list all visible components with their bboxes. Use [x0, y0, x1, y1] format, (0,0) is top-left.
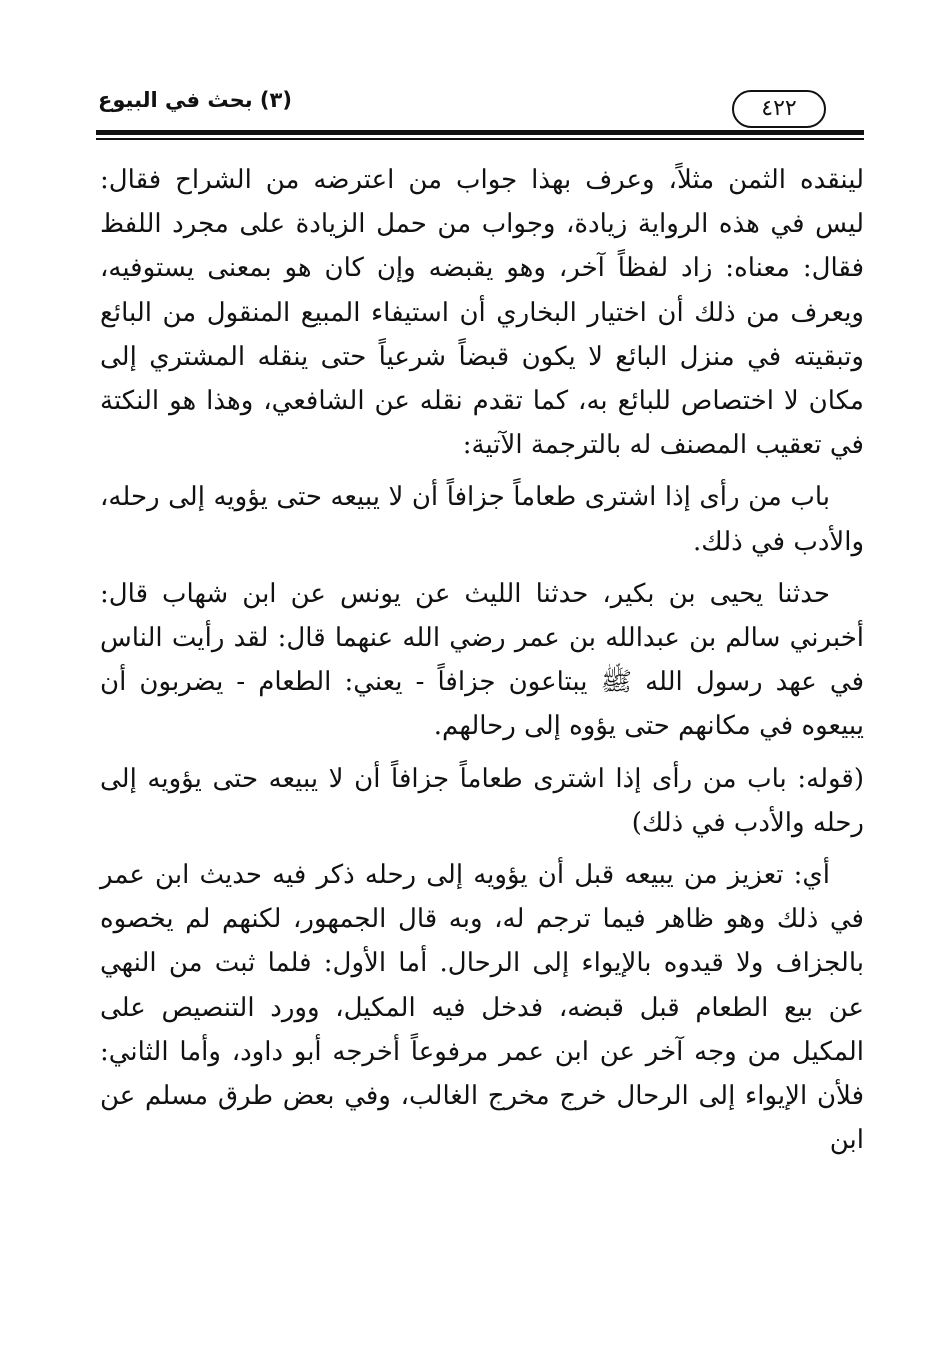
- header-rule-thin: [96, 138, 864, 140]
- paragraph-commentary-2: أي: تعزيز من يبيعه قبل أن يؤويه إلى رحله ذكر فيه حديث ابن عمر في ذلك وهو ظاهر فيما ترجم له، وبه قال الجمهور، لكنهم لم يخصوه بالجزاف ولا قيدوه بالإيواء إلى الرحال. أما الأول: فلما ثبت من النهي عن بيع الطعام قبل قبضه، فدخل فيه المكيل، وورد التنصيص على المكيل من وجه آخر عن ابن عمر مرفوعاً أخرجه أبو داود، وأما الثاني: فلأن الإيواء إلى الرحال خرج مخرج الغالب، وفي بعض طرق مسلم عن ابن: [100, 860, 864, 1156]
- page-header: [96, 86, 864, 146]
- paragraph-commentary-1: لينقده الثمن مثلاً، وعرف بهذا جواب من اعترضه من الشراح فقال: ليس في هذه الرواية زيادة، وجواب من حمل الزيادة على مجرد اللفظ فقال: معناه: زاد لفظاً آخر، وهو يقبضه وإن كان هو بمعنى يستوفيه، ويعرف من ذلك أن اختيار البخاري أن استيفاء المبيع المنقول من البائع وتبقيته في منزل البائع لا يكون قبضاً شرعياً حتى ينقله المشتري إلى مكان لا اختصاص للبائع به، كما تقدم نقله عن الشافعي، وهذا هو النكتة في تعقيب المصنف له بالترجمة الآتية:: [100, 165, 864, 461]
- header-rule-thick: [96, 130, 864, 135]
- page-number-badge: ٤٢٢: [732, 90, 826, 128]
- running-header-title: (٣) بحث في البيوع: [98, 88, 292, 112]
- body-text: [100, 158, 864, 1162]
- paragraph-quoted-heading: (قوله: باب من رأى إذا اشترى طعاماً جزافاً أن لا يبيعه حتى يؤويه إلى رحله والأدب في ذلك): [100, 763, 864, 838]
- paragraph-chapter-heading: باب من رأى إذا اشترى طعاماً جزافاً أن لا يبيعه حتى يؤويه إلى رحله، والأدب في ذلك.: [100, 482, 864, 557]
- paragraph-hadith: حدثنا يحيى بن بكير، حدثنا الليث عن يونس عن ابن شهاب قال: أخبرني سالم بن عبدالله بن عمر رضي الله عنهما قال: لقد رأيت الناس في عهد رسول الله ﷺ يبتاعون جزافاً - يعني: الطعام - يضربون أن يبيعوه في مكانهم حتى يؤوه إلى رحالهم.: [100, 578, 864, 742]
